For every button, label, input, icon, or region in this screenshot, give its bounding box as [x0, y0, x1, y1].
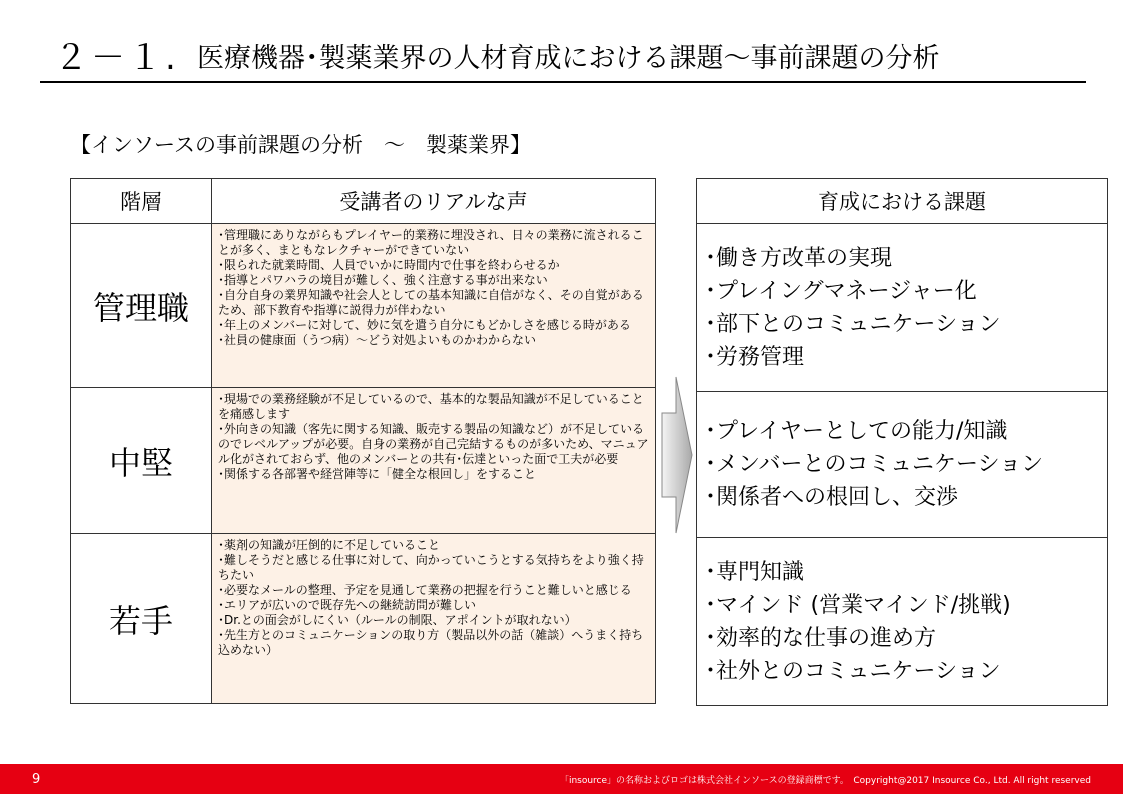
- issue-cell: [697, 224, 1108, 392]
- level-cell: 若手: [71, 534, 212, 704]
- voice-item: ･指導とパワハラの境目が難しく、強く注意する事が出来ない: [218, 273, 548, 287]
- voice-item: ･外向きの知識（客先に関する知識、販売する製品の知識など）が不足しているのでレベルアップが必要。自身の業務が自己完結するものが多いため、マニュアル化がされておらず、他のメンバーとの共有･伝達といった面で工夫が必要: [218, 422, 649, 466]
- issues-table: [696, 178, 1108, 706]
- voice-item: ･年上のメンバーに対して、妙に気を遣う自分にもどかしさを感じる時がある: [218, 318, 631, 332]
- issues-header: 育成における課題: [697, 179, 1108, 224]
- issue-item: ･働き方改革の実現: [705, 245, 893, 271]
- voice-column-header: 受講者のリアルな声: [212, 179, 656, 224]
- copyright-text: 「insource」の名称およびロゴは株式会社インソースの登録商標です。 Copyright@2017 Insource Co., Ltd. All right reserved: [559, 776, 1091, 786]
- voice-item: ･自分自身の業界知識や社会人としての基本知識に自信がなく、その自覚があるため、部下教育や指導に説得力が伴わない: [218, 288, 644, 317]
- title-row: [42, 38, 1092, 78]
- page-title: 医療機器･製薬業界の人材育成における課題～事前課題の分析: [197, 43, 940, 74]
- title-underline: [40, 81, 1086, 83]
- right-arrow-icon: [658, 375, 694, 535]
- issue-item: ･プレイングマネージャー化: [705, 278, 977, 304]
- issue-item: ･マインド (営業マインド/挑戦): [705, 592, 1011, 618]
- issue-item: ･プレイヤーとしての能力/知識: [705, 419, 1008, 444]
- footer-bar: [0, 764, 1123, 794]
- level-cell: 管理職: [71, 224, 212, 388]
- voice-item: ･薬剤の知識が圧倒的に不足していること: [218, 538, 441, 552]
- voice-item: ･Dr.との面会がしにくい（ルールの制限、アポイントが取れない）: [218, 613, 577, 627]
- issue-item: ･部下とのコミュニケーション: [705, 311, 1001, 337]
- voice-item: ･現場での業務経験が不足しているので、基本的な製品知識が不足していることを痛感します: [218, 392, 644, 421]
- section-subtitle: 【インソースの事前課題の分析 ～ 製薬業界】: [70, 133, 531, 157]
- voice-cell: [212, 534, 656, 704]
- table-row: [697, 538, 1108, 706]
- issue-item: ･社外とのコミュニケーション: [705, 658, 1001, 684]
- section-number: ２－１.: [54, 38, 179, 78]
- voice-cell: [212, 388, 656, 534]
- voice-item: ･管理職にありながらもプレイヤー的業務に埋没され、日々の業務に流されることが多く、まともなレクチャーができていない: [218, 228, 644, 257]
- level-cell: 中堅: [71, 388, 212, 534]
- voice-item: ･エリアが広いので既存先への継続訪問が難しい: [218, 598, 477, 612]
- voice-item: ･社員の健康面（うつ病）～どう対処よいものかわからない: [218, 333, 537, 347]
- voice-item: ･先生方とのコミュニケーションの取り方（製品以外の話（雑談）へうまく持ち込めない）: [218, 628, 644, 657]
- level-column-header: 階層: [71, 179, 212, 224]
- table-row: [71, 224, 656, 388]
- issue-item: ･効率的な仕事の進め方: [705, 625, 937, 651]
- table-row: [697, 224, 1108, 392]
- page-number: 9: [32, 772, 41, 787]
- table-row: [697, 392, 1108, 538]
- voice-item: ･関係する各部署や経営陣等に「健全な根回し」をすること: [218, 467, 537, 481]
- issue-cell: [697, 538, 1108, 706]
- issue-item: ･労務管理: [705, 344, 805, 370]
- issue-item: ･メンバーとのコミュニケーション: [705, 452, 1044, 477]
- issue-item: ･専門知識: [705, 559, 805, 585]
- issue-item: ･関係者への根回し、交渉: [705, 485, 959, 510]
- voice-cell: [212, 224, 656, 388]
- issue-cell: [697, 392, 1108, 538]
- voices-table: [70, 178, 656, 704]
- voice-item: ･必要なメールの整理、予定を見通して業務の把握を行うこと難しいと感じる: [218, 583, 632, 597]
- table-row: [71, 388, 656, 534]
- voice-item: ･難しそうだと感じる仕事に対して、向かっていこうとする気持ちをより強く持ちたい: [218, 553, 644, 582]
- voice-item: ･限られた就業時間、人員でいかに時間内で仕事を終わらせるか: [218, 258, 560, 272]
- table-row: [71, 534, 656, 704]
